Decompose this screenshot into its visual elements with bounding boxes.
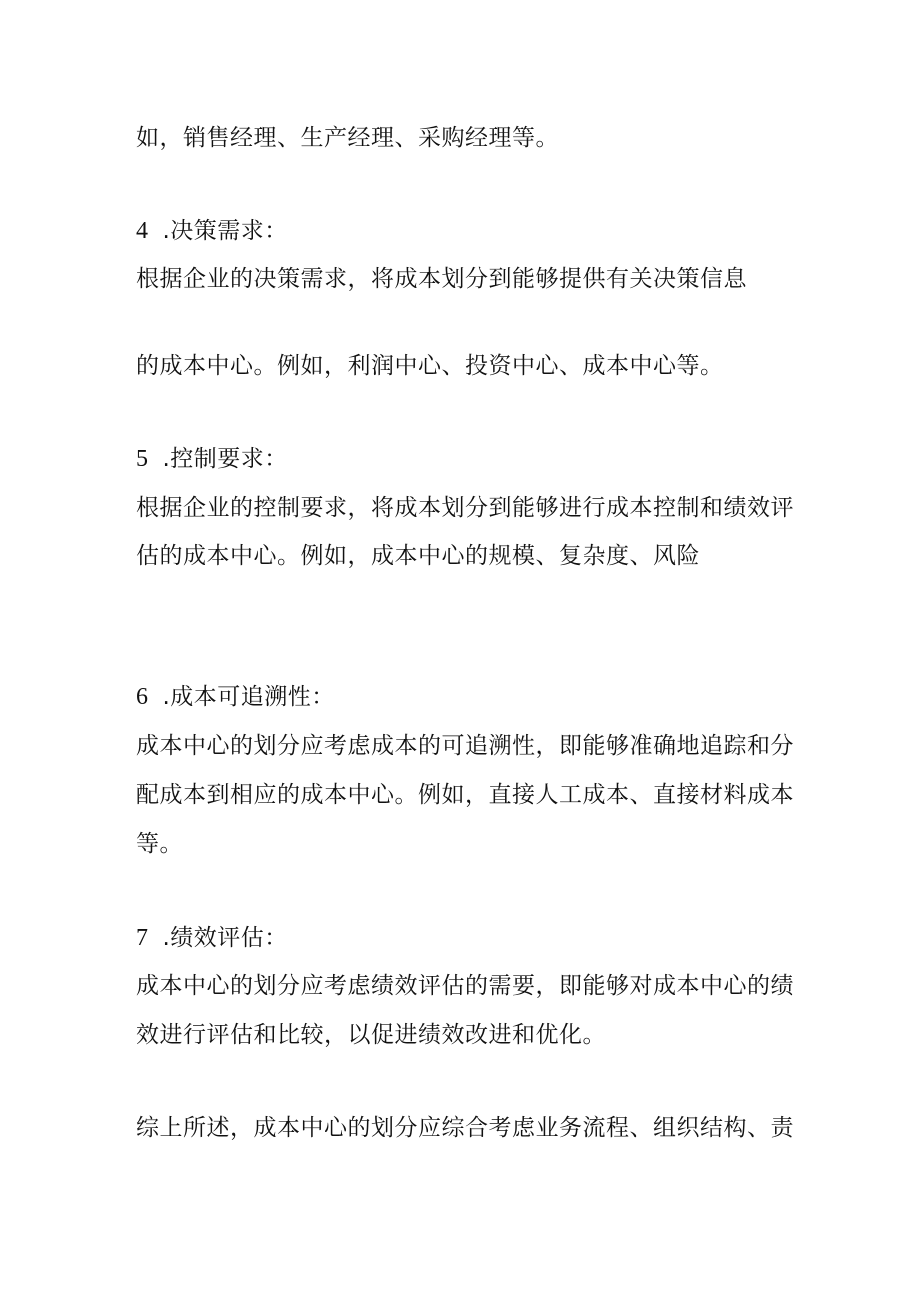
paragraph-line: 根据企业的控制要求，将成本划分到能够进行成本控制和绩效评	[136, 495, 794, 521]
paragraph-line: 等。	[136, 831, 183, 857]
paragraph-line: 估的成本中心。例如，成本中心的规模、复杂度、风险	[136, 543, 700, 569]
section-5-heading	[136, 443, 288, 475]
section-number: 7	[136, 925, 149, 951]
section-title: .控制要求：	[162, 446, 288, 472]
section-6-heading	[136, 681, 335, 713]
section-7-heading	[136, 922, 288, 954]
paragraph-line: 效进行评估和比较，以促进绩效改进和优化。	[136, 1022, 606, 1048]
summary-line: 综上所述，成本中心的划分应综合考虑业务流程、组织结构、责	[136, 1115, 794, 1141]
section-number: 5	[136, 446, 149, 472]
paragraph-line: 的成本中心。例如，利润中心、投资中心、成本中心等。	[136, 353, 724, 379]
section-4-heading	[136, 215, 288, 247]
paragraph-line: 配成本到相应的成本中心。例如，直接人工成本、直接材料成本	[136, 782, 794, 808]
paragraph-line: 根据企业的决策需求，将成本划分到能够提供有关决策信息	[136, 266, 747, 292]
paragraph-line: 成本中心的划分应考虑绩效评估的需要，即能够对成本中心的绩	[136, 973, 794, 999]
paragraph-line: 成本中心的划分应考虑成本的可追溯性，即能够准确地追踪和分	[136, 733, 794, 759]
section-title: .绩效评估：	[162, 925, 288, 951]
section-number: 4	[136, 218, 149, 244]
intro-line: 如，销售经理、生产经理、采购经理等。	[136, 125, 559, 151]
section-number: 6	[136, 684, 149, 710]
section-title: .成本可追溯性：	[162, 684, 335, 710]
section-title: .决策需求：	[162, 218, 288, 244]
